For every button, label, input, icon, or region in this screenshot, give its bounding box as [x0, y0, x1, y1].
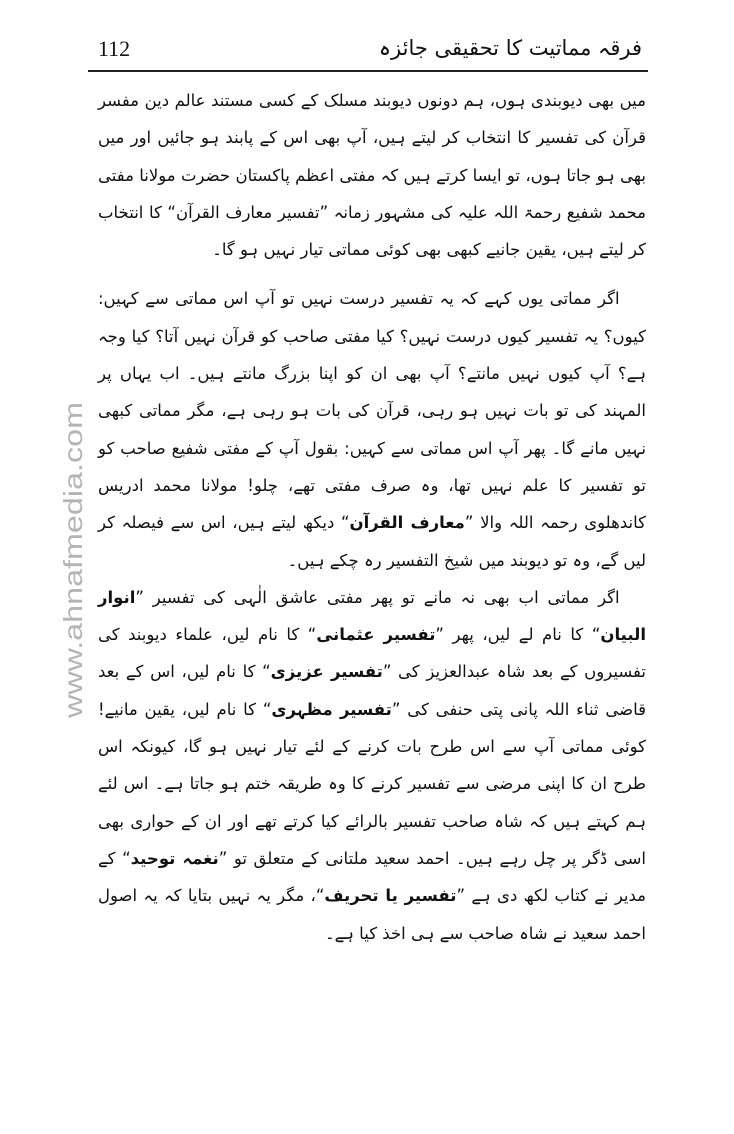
paragraph-1 — [98, 82, 646, 268]
bold-term: تفسیر عزیزی — [270, 662, 383, 682]
bold-term: معارف القرآن — [349, 513, 465, 533]
page-number: 112 — [98, 36, 131, 61]
body-text — [98, 82, 646, 952]
text-run: میں بھی دیوبندی ہوں، ہم دونوں دیوبند مسلک کے کسی مستند عالم دین مفسر قرآن کی تفسیر کا انتخاب کر لیتے ہیں، آپ بھی اس کے پابند ہو جائیں اور میں بھی ہو جاتا ہوں، تو ایسا کرتے ہیں کہ مفتی اعظم پاکستان حضرت مولانا مفتی محمد شفیع رحمۃ اللہ علیہ کی مشہور زمانہ ”تفسیر معارف القرآن“ کا انتخاب کر لیتے ہیں، یقین جانیے کبھی بھی کوئی مماتی تیار نہیں ہو گا۔ — [98, 91, 646, 260]
text-run: “، مگر یہ نہیں بتایا کہ یہ اصول احمد سعید نے شاہ صاحب سے ہی اخذ کیا ہے۔ — [98, 886, 646, 943]
bold-term: انوار البیان — [98, 587, 646, 645]
watermark — [56, 400, 92, 720]
bold-term: تفسیر عثمانی — [316, 625, 436, 645]
text-run: اگر مماتی اب بھی نہ مانے تو پھر مفتی عاشق الٰہی کی تفسیر ” — [135, 587, 620, 607]
header-rule — [88, 70, 648, 72]
paragraph-3 — [98, 579, 646, 952]
book-title: فرقہ مماتیت کا تحقیقی جائزہ — [378, 36, 642, 60]
bold-term: تفسیر یا تحریف — [324, 886, 457, 906]
text-run: “ کا نام لیں، اس کے بعد قاضی ثناء اللہ پانی پتی حنفی کی ” — [98, 662, 646, 719]
text-run: “ کا نام لیں، علماء دیوبند کی تفسیروں کے بعد شاہ عبدالعزیز کی ” — [98, 625, 646, 682]
watermark-svg — [56, 400, 92, 720]
page-header — [88, 34, 648, 72]
paragraph-2 — [98, 280, 646, 578]
text-run: “ دیکھ لیتے ہیں، اس سے فیصلہ کر لیں گے، وہ تو دیوبند میں شیخ التفسیر رہ چکے ہیں۔ — [98, 513, 646, 570]
watermark-text: www.ahnafmedia.com — [58, 463, 88, 718]
text-run: اگر مماتی یوں کہے کہ یہ تفسیر درست نہیں تو آپ اس مماتی سے کہیں: کیوں؟ یہ تفسیر کیوں درست نہیں؟ کیا مفتی صاحب کو قرآن نہیں آتا؟ کیا وجہ ہے؟ آپ کیوں نہیں مانتے؟ آپ بھی ان کو اپنا بزرگ مانتے ہیں۔ اب یہاں پر المہند کی تو بات نہیں ہو رہی، قرآن کی بات ہو رہی ہے، مگر مماتی کبھی نہیں مانے گا۔ پھر آپ اس مماتی سے کہیں: بقول آپ کے مفتی شفیع صاحب کو تو تفسیر کا علم نہیں تھا، وہ صرف مفتی تھے، چلو! مولانا محمد ادریس کاندھلوی رحمہ اللہ والا ” — [98, 289, 646, 533]
text-run: “ کا نام لے لیں، پھر ” — [435, 625, 601, 645]
bold-term: تفسیر مظہری — [271, 699, 392, 719]
bold-term: نغمہ توحید — [130, 848, 219, 868]
text-run: “ کا نام لیں، یقین مانیے! کوئی مماتی آپ سے اس طرح بات کرنے کے لئے تیار نہیں ہو گا، کیونکہ اس طرح ان کا اپنی مرضی سے تفسیر کرنے کا وہ طریقہ ختم ہو جاتا ہے۔ اس لئے ہم کہتے ہیں کہ شاہ صاحب تفسیر بالرائے کیا کرتے تھے اور ان کے حواری بھی اسی ڈگر پر چل رہے ہیں۔ احمد سعید ملتانی کے متعلق تو ” — [98, 699, 646, 868]
text-run: “ کے مدیر نے کتاب لکھ دی ہے ” — [98, 848, 647, 906]
